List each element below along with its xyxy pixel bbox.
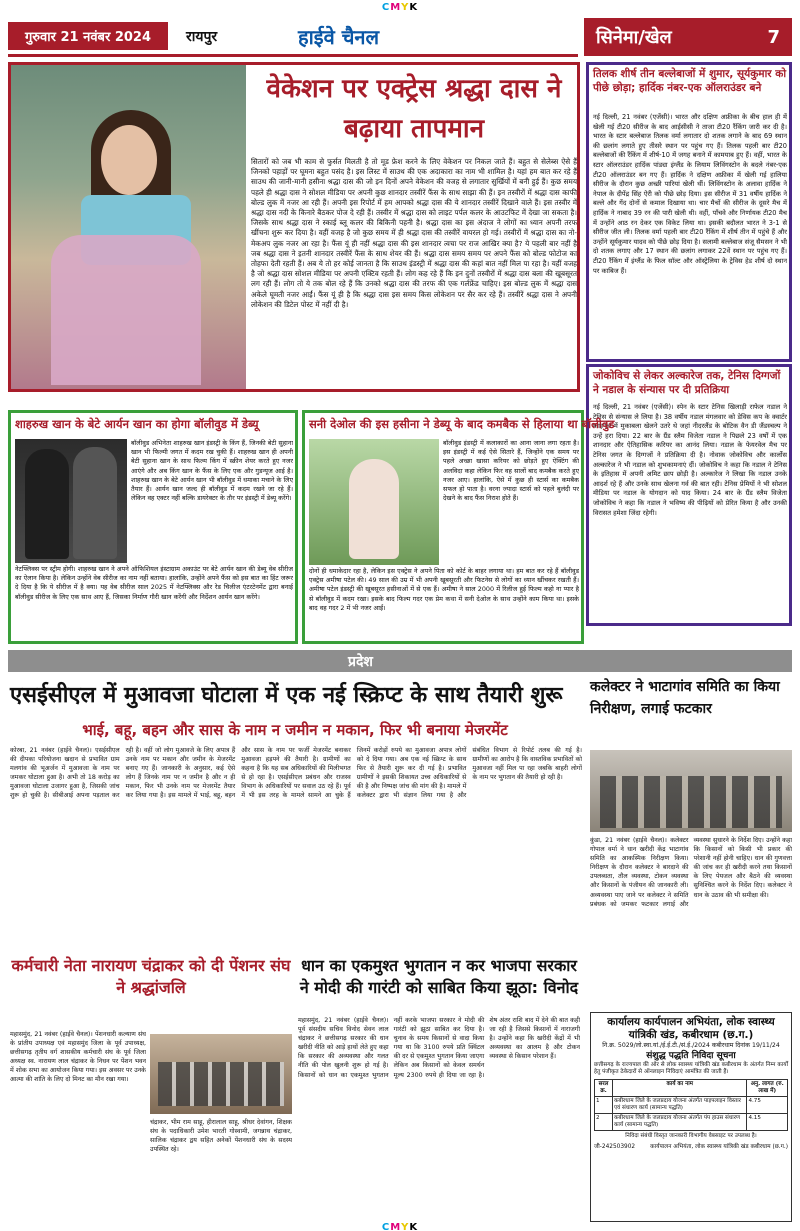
- masthead-rule: [8, 54, 578, 57]
- cricket-story: [586, 62, 792, 362]
- tender-notice: [590, 1012, 792, 1222]
- tender-cell: 2: [595, 1113, 613, 1130]
- cmyk-k: K: [409, 2, 419, 13]
- tender-cell: 4.15: [747, 1113, 788, 1130]
- tender-table: [594, 1079, 788, 1131]
- photo-group: [158, 1062, 284, 1106]
- tender-row: [595, 1113, 788, 1130]
- cmyk-m: M: [390, 2, 402, 13]
- aryan-khan-story: [8, 410, 298, 644]
- tender-intro: छत्तीसगढ़ के राज्यपाल की ओर से लोक स्वास्थ्य यांत्रिकी खंड कबीरधाम के अंतर्गत निम्न कार्यों हेतु पंजीकृत ठेकेदारों से ऑनलाइन निविदाएं आमंत्रित की जाती हैं।: [594, 1062, 788, 1076]
- collector-body: कुंडा, 21 नवंबर (हाईवे चैनल)। कलेक्टर गोपाल वर्मा ने धान खरीदी केंद्र भाटागांव समिति का आकस्मिक निरीक्षण किया। निरीक्षण के दौरान कलेक्टर ने बारदाने की उपलब्धता, तौल व्यवस्था, टोकन व्यवस्था और किसानों के पंजीयन की जानकारी ली। अव्यवस्था पाए जाने पर कलेक्टर ने समिति प्रबंधक को जमकर फटकार लगाई और व्यवस्था सुधारने के निर्देश दिए। उन्होंने कहा कि किसानों को किसी भी प्रकार की परेशानी नहीं होनी चाहिए। धान की गुणवत्ता की जांच कर ही खरीदी करने तथा किसानों के लिए पेयजल और बैठने की व्यवस्था सुनिश्चित करने के निर्देश दिए। कलेक्टर ने धान के उठाव की भी समीक्षा की।: [590, 837, 792, 908]
- cricket-body: नई दिल्ली, 21 नवंबर (एजेंसी)। भारत और दक्षिण अफ्रीका के बीच हाल ही में खेली गई टी20 सीरीज के बाद आईसीसी ने ताजा टी20 रैंकिंग जारी कर दी है। भारत के स्टार बल्लेबाज तिलक वर्मा लगातार दो शतक लगाने के बाद 69 स्थान की छलांग लगाते हुए तीसरे स्थान पर पहुंच गए हैं। तिलक पहली बार टी20 बल्लेबाजों की रैंकिंग में शीर्ष-10 में जगह बनाने में कामयाब हुए हैं। वहीं, भारत के स्टार ऑलराउंडर हार्दिक पांड्या इंग्लैंड के लियाम लिविंगस्टोन के बदले नंबर-एक टी20 ऑलराउंडर बन गए हैं। हार्दिक ने दक्षिण अफ्रीका में खेली गई हालिया सीरीज के दौरान कुछ अच्छी पारियां खेली थीं। लिविंगस्टोन के अलावा हार्दिक ने नेपाल के दीपेंद्र सिंह ऐरी को पीछे छोड़ दिया। इस सीरीज में 31 वर्षीय हार्दिक ने बल्ले और गेंद दोनों से कमाल दिखाया था। चार मैचों की सीरीज के दूसरे मैच में हार्दिक ने नाबाद 39 रन की पारी खेली थी। वहीं, पाँचवे और निर्णायक टी20 मैच में उन्होंने आठ रन देकर एक विकेट लिया था। इसकी बदौलत भारत ने 3-1 से सीरीज जीत ली। तिलक वर्मा पहली बार टी20 रैंकिंग में शीर्ष तीन में पहुंचे हैं और उन्होंने सूर्यकुमार यादव को पीछे छोड़ दिया है। सलामी बल्लेबाज संजू सैमसन ने भी दो शतक लगाए और 17 स्थान की छलांग लगाकर 22वें स्थान पर पहुंच गए हैं। टी20 रैंकिंग में इंग्लैंड के फिल सॉल्ट और ऑस्ट्रेलिया के ट्रेविस हेड शीर्ष दो स्थान पर काबिज हैं।: [593, 113, 787, 275]
- tender-cell: कबीरधाम जिले के जलप्रदाय योजना अंतर्गत पंप हाउस संधारण कार्य (सामान्य पद्धति): [613, 1113, 747, 1130]
- ameesha-story: [302, 410, 615, 644]
- tender-signature: कार्यपालन अभियंता, लोक स्वास्थ्य यांत्रिकी खंड कबीरधाम (छ.ग.): [650, 1143, 788, 1150]
- cmyk-y: Y: [401, 1222, 410, 1231]
- tender-office: कार्यालय कार्यपालन अभियंता, लोक स्वास्थ्य यांत्रिकी खंड, कबीरधाम (छ.ग.): [607, 1016, 775, 1041]
- paddy-body: महासमुंद, 21 नवंबर (हाईवे चैनल)। पूर्व संसदीय सचिव विनोद सेवन लाल चंद्राकर ने छत्तीसगढ़ सरकार की धान खरीदी नीति को आड़े हाथों लेते हुए कहा कि सरकार की अव्यवस्था और गलत नीति की पोल खुलनी शुरू हो गई है। किसानों को धान का एकमुश्त भुगतान नहीं करके भाजपा सरकार ने मोदी की गारंटी को झूठा साबित कर दिया है। चुनाव के समय किसानों से वादा किया गया था कि 3100 रुपये प्रति क्विंटल की दर से एकमुश्त भुगतान किया जाएगा लेकिन अब किसानों को केवल समर्थन मूल्य 2300 रुपये ही दिया जा रहा है। शेष अंतर राशि बाद में देने की बात कही जा रही है जिससे किसानों में नाराजगी है। उन्होंने कहा कि खरीदी केंद्रों में भी अव्यवस्था का आलम है और टोकन व्यवस्था से किसान परेशान हैं।: [298, 1017, 580, 1079]
- tender-col: अनु. लागत (रु. लाख में): [747, 1079, 788, 1096]
- cmyk-c: C: [381, 2, 391, 13]
- photo-person-2: [73, 447, 117, 559]
- photo-shape-face: [101, 125, 157, 195]
- section-header: [584, 18, 792, 56]
- ameesha-body-b: दोनों ही धमाकेदार रहा है, लेकिन इस एक्ट्रेस ने अपने पिता को कोर्ट के बाहर लगाया था। हम बात कर रहे हैं बॉलीवुड एक्ट्रेस अमीषा पटेल की। 49 साल की उम्र में भी अपनी खूबसूरती और फिटनेस से लोगों का ध्यान खींचकर रखती हैं। अमीषा पटेल इंडस्ट्री की खूबसूरत हसीनाओं में से एक हैं। अमीषा ने साल 2000 में रिलीज हुई फिल्म कहो ना प्यार है से बॉलीवुड में कदम रखा। इसके बाद फिल्म गदर एक प्रेम कथा में सनी देओल के साथ उन्होंने काम किया था। इसके बाद वह गदर 2 में भी नजर आईं।: [309, 567, 579, 612]
- tender-footer: [594, 1142, 788, 1150]
- color-registration-marks-bottom: [0, 1222, 800, 1231]
- tennis-story: [586, 364, 792, 626]
- photo-person: [349, 459, 399, 559]
- page-number: 7: [767, 26, 780, 48]
- tender-col: सरल क्र.: [595, 1079, 613, 1096]
- edition-city: रायपुर: [186, 28, 218, 45]
- paddy-headline: धान का एकमुश्त भुगतान न कर भाजपा सरकार ने मोदी की गारंटी को साबित किया झूठा: विनोद: [299, 956, 579, 997]
- pensioner-headline: कर्मचारी नेता नारायण चंद्राकर को दी पेंशनर संघ ने श्रद्धांजलि: [11, 956, 291, 997]
- ameesha-headline: सनी देओल की इस हसीना ने डेब्यू के बाद कमबैक से हिलाया था बॉलीवुड: [309, 417, 615, 431]
- tender-cell: 1: [595, 1096, 613, 1113]
- tender-code: जी-242503902: [594, 1143, 636, 1150]
- pensioner-body-a: महासमुंद, 21 नवंबर (हाईवे चैनल)। पेंशनधारी कल्याण संघ के प्रांतीय उपाध्यक्ष एवं महासमुंद जिला के पूर्व उपाध्यक्ष, छत्तीसगढ़ तृतीय वर्ग शासकीय कर्मचारी संघ के पूर्व जिला अध्यक्ष स्व. नारायण लाल चंद्राकर के निधन पर पेंशन भवन में शोक सभा का आयोजन किया गया। इस अवसर पर उनके आत्मा की शांति के लिए दो मिनट का मौन रखा गया।: [10, 1031, 146, 1084]
- aryan-khan-body-b: नेटफ्लिक्स पर स्ट्रीम होगी। शाहरुख खान ने अपने ऑफिशियल इंस्टाग्राम अकाउंट पर बेटे आर्यन खान की डेब्यू वेब सीरीज का ऐलान किया है। लेकिन उन्होंने वेब सीरीज का नाम नहीं बताया। हालांकि, उन्होंने अपने फैंस को इस बात का हिंट जरूर दे दिया है कि ये सीरीज में है क्या। यह वेब सीरीज साल 2025 में नेटफ्लिक्स और रेड चिलीज एंटरटेनमेंट द्वारा बनाई बॉलीवुड सीरीज के लिए एक साथ आए हैं, जिसका निर्माण गौरी खान करेंगी और निर्देशन आर्यन खान करेंगे।: [15, 565, 293, 601]
- ameesha-photo: [309, 439, 439, 565]
- collector-photo: [590, 750, 792, 832]
- main-headline: एसईसीएल में मुआवजा घोटाला में एक नई स्क्रिप्ट के साथ तैयारी शुरू: [10, 683, 563, 708]
- cmyk-c: C: [381, 1222, 391, 1231]
- tender-cell: 4.75: [747, 1096, 788, 1113]
- cmyk-m: M: [390, 1222, 402, 1231]
- photo-person-1: [25, 449, 69, 559]
- masthead: [8, 14, 792, 58]
- color-registration-marks: [0, 2, 800, 13]
- tender-ref: नि.क्र. 5029/लो.स्वा.यां./ई.ई.टी./सं.ई./2024 कबीरधाम दिनांक 19/11/24: [602, 1042, 780, 1049]
- section-title: सिनेमा/खेल: [596, 27, 672, 48]
- section-band-label: प्रदेश: [348, 653, 373, 670]
- main-body: कोरबा, 21 नवंबर (हाईवे चैनल)। एसईसीएल की दीपका परियोजना खदान से प्रभावित ग्राम मलगांव की भूअर्जन में मुआवजा के नाम पर जमकर घोटाला हुआ है। अभी तो 18 करोड़ का मुआवजा घोटाला उजागर हुआ है, जिसकी जांच शुरू हो चुकी है। सीबीआई अपना पड़ताल कर रही है। वहीं जो लोग मुआवजे के लिए अपात्र हैं उनके नाम पर मकान और जमीन के मेजरमेंट बनाए गए हैं। जानकारी के अनुसार, कई ऐसे लोग हैं जिनके नाम पर न जमीन है और न ही मकान, फिर भी उनके नाम पर मेजरमेंट तैयार कर लिया गया है। इस मामले में भाई, बहू, बहन और सास के नाम पर फर्जी मेजरमेंट बनाकर मुआवजा हड़पने की तैयारी है। ग्रामीणों का कहना है कि यह सब अधिकारियों की मिलीभगत से हो रहा है। एसईसीएल प्रबंधन और राजस्व विभाग के अधिकारियों पर सवाल उठ रहे हैं। पूर्व में भी इस तरह के मामले सामने आ चुके हैं जिनमें करोड़ों रुपये का मुआवजा अपात्र लोगों को दे दिया गया। अब एक नई स्क्रिप्ट के साथ फिर से तैयारी शुरू कर दी गई है। प्रभावित ग्रामीणों ने इसकी शिकायत उच्च अधिकारियों से की है और निष्पक्ष जांच की मांग की है। मामले में कलेक्टर द्वारा भी संज्ञान लिया गया है और संबंधित विभाग से रिपोर्ट तलब की गई है। ग्रामीणों का आरोप है कि वास्तविक प्रभावितों को मुआवजा नहीं मिल पा रहा जबकि बाहरी लोगों के नाम पर भुगतान की तैयारी हो रही है।: [10, 747, 582, 800]
- pensioner-photo: [150, 1034, 292, 1114]
- aryan-khan-headline: शाहरुख खान के बेटे आर्यन खान का होगा बॉलीवुड में डेब्यू: [15, 417, 259, 431]
- collector-headline: कलेक्टर ने भाटागांव समिति का किया निरीक्षण, लगाई फटकार: [590, 679, 780, 717]
- issue-date: गुरुवार 21 नवंबर 2024: [8, 22, 168, 50]
- cricket-headline: तिलक शीर्ष तीन बल्लेबाजों में शुमार, सूर्यकुमार को पीछे छोड़ा; हार्दिक नंबर-एक ऑलराउंडर बने: [593, 68, 787, 94]
- tender-cell: कबीरधाम जिले के जलप्रदाय योजना अंतर्गत पाइपलाइन विस्तार एवं संधारण कार्य (सामान्य पद्धति): [613, 1096, 747, 1113]
- tender-footnote: निविदा संबंधी विस्तृत जानकारी विभागीय वेबसाइट पर उपलब्ध है।: [625, 1132, 757, 1139]
- tennis-body: नई दिल्ली, 21 नवंबर (एजेंसी)। स्पेन के स्टार टेनिस खिलाड़ी राफेल नडाल ने टेनिस से संन्यास ले लिया है। 38 वर्षीय नडाल मंगलवार को डेविस कप के क्वार्टर फाइनल में मुकाबला खेलने उतरे थे जहां नीदरलैंड के बोटिक वैन डी जैंडस्चल्प ने उन्हें हरा दिया। 22 बार के ग्रैंड स्लैम विजेता नडाल ने पिछले 23 वर्षों में एक शानदार और ऐतिहासिक करियर का आनंद लिया। नडाल के फेयरवेल मैच पर टेनिस जगत के दिग्गजों ने प्रतिक्रिया दी है। नोवाक जोकोविच और कार्लोस अल्कारेज ने भी नडाल को शुभकामनाएं दीं। जोकोविच ने कहा कि नडाल ने टेनिस के इतिहास में अपनी अमिट छाप छोड़ी है। अल्कारेज ने लिखा कि नडाल उनके आदर्श रहे हैं और उनके साथ खेलना गर्व की बात रही। टेनिस प्रेमियों ने भी सोशल मीडिया पर नडाल के योगदान को याद किया। 24 बार के ग्रैंड स्लैम विजेता जोकोविच ने कहा कि नडाल ने भविष्य की पीढ़ियों को प्रेरित किया है और उनकी विरासत हमेशा जिंदा रहेगी।: [593, 403, 787, 517]
- cmyk-y: Y: [401, 2, 410, 13]
- aryan-khan-body-a: बॉलीवुड अभिनेता शाहरुख खान इंडस्ट्री के किंग हैं, जिनकी बेटी सुहाना खान भी फिल्मी जगत में कदम रख चुकी हैं। शाहरुख खान ही अपनी बेटी सुहाना खान के साथ फिल्म किंग में स्क्रीन शेयर करते हुए नजर आएंगे और अब किंग खान के फैंस के लिए एक और गुडन्यूज आई है। शाहरुख खान के बेटे आर्यन खान भी बॉलीवुड में धमाका मचाने के लिए तैयार हैं। आर्यन खान जल्द ही बॉलीवुड में कदम रखने जा रहे हैं। लेकिन वह एक्टर नहीं बल्कि डायरेक्टर के तौर पर इंडस्ट्री में डेब्यू करेंगे।: [131, 439, 293, 503]
- tender-row: [595, 1096, 788, 1113]
- aryan-khan-photo: [15, 439, 127, 563]
- photo-group: [600, 776, 782, 828]
- main-subheadline: भाई, बहू, बहन और सास के नाम न जमीन न मकान, फिर भी बनाया मेजरमेंट: [82, 721, 508, 739]
- tender-col: कार्य का नाम: [613, 1079, 747, 1096]
- cmyk-k: K: [409, 1222, 419, 1231]
- feature-headline: वेकेशन पर एक्ट्रेस श्रद्धा दास ने बढ़ाया तापमान: [266, 74, 562, 144]
- feature-story: [8, 62, 580, 392]
- newspaper-logo: हाईवे चैनल: [298, 24, 380, 49]
- photo-shape-jacket: [51, 235, 201, 385]
- feature-photo: [11, 65, 246, 389]
- section-band: [8, 650, 792, 672]
- pensioner-body-b: चंद्राकर, भीम राम साहू, हीरालाल साहू, श्रीधर देवांगन, शिक्षक संघ के पदाधिकारी उमेश भारती गोस्वामी, जगन्नाथ चंद्राकर, सालिक चंद्राकर द्वय सहित अनेकों पेंशनधारी संघ के सदस्य उपस्थित रहे।: [150, 1119, 292, 1154]
- feature-body: सितारों को जब भी काम से फुर्सत मिलती है तो मूड फ्रेश करने के लिए वेकेशन पर निकल जाते हैं। बहुत से सेलेब्स ऐसे हैं जिनको पहाड़ों पर घूमना बहुत पसंद है। इस लिस्ट में साउथ की एक अदाकारा का नाम भी शामिल है। यहां हम बात कर रहे हैं साउथ की जानी-मानी हसीना श्रद्धा दास की जो इन दिनों अपने वेकेशन की वजह से लगातार सुर्खियों में बनी हुई हैं। कुछ समय पहले ही श्रद्धा दास ने सोशल मीडिया पर अपनी कुछ शानदार तस्वीरें फैंस के साथ साझा की हैं। इन तस्वीरों में श्रद्धा दास काफी बोल्ड लुक में नजर आ रही हैं। अपनी इस रिपोर्ट में हम आपको श्रद्धा दास की ये शानदार तस्वीरें दिखाने वाले हैं। इस तस्वीर में श्रद्धा दास नदी के किनारे बैठकर पोज दे रही हैं। तस्वीर में श्रद्धा दास को लाइट पर्पल कलर के आउटफिट में देखा जा सकता है। जिसके साथ श्रद्धा दास ने स्काई ब्लू कलर की बिकिनी पहनी है। श्रद्धा दास का इस अंदाज ने लोगों का ध्यान अपनी तरफ खींचना शुरू कर दिया है। वहीं वजह है जो कुछ समय में ही श्रद्धा दास की तस्वीरें वायरल हो गई। तस्वीरों में श्रद्धा दास का नो-मेकअप लुक नजर आ रहा है। फैंस यूं ही नहीं श्रद्धा दास की इस शानदार त्वचा पर राज आखिर क्या है? ये पहली बार नहीं है जब श्रद्धा दास ने इतनी शानदार तस्वीरें फैंस के साथ शेयर की हैं। श्रद्धा दास समय समय पर अपने फैंस को बोल्ड फोटोज का तोहफा देती रहती हैं। अब ये तो हर कोई जानता है कि साउथ इंडस्ट्री में श्रद्धा दास की कहां बात नहीं मिल पा रहा है। यहीं वजह है जो श्रद्धा दास सोशल मीडिया पर अपनी एक्टिव रहती हैं। लोग कह रहे हैं कि इन दुनों तस्वीरों में श्रद्धा दास बला की खूबसूरत लग रही हैं। लोग तो ये तक बोल रहे हैं कि उनको श्रद्धा दास की तरफ की एक गर्लफ्रेंड चाहिए। इस बोल्ड लुक में श्रद्धा दास अकेले घूमती नजर आईं। फैंस यूं ही है कि श्रद्धा दास इस समय किस लोकेशन पर सैर कर रहे हैं। तस्वीरें श्रद्धा दास ने अपनी लोकेशन की डिटेल पोस्ट में नहीं दी है।: [251, 157, 577, 309]
- ameesha-body-a: बॉलीवुड इंडस्ट्री में कलाकारों का आना जाना लगा रहता है। इस इंडस्ट्री में कई ऐसे सितारे हैं, जिन्होंने एक समय पर पहले अच्छा खासा करियर को छोड़ते हुए ऐक्टिंग की अलविदा कहा लेकिन फिर वह सालों बाद कमबैक करते हुए नजर आए। हालांकि, ऐसे में कुछ ही स्टार्स का कमबैक सफल हो पाता है। वरना ज्यादा स्टार्स को पहले बुलंदी पर देखने के बाद फैंस निराश होते हैं।: [443, 439, 579, 503]
- tender-table-header: [595, 1079, 788, 1096]
- tender-title: संशुद्ध पद्धति निविदा सूचना: [646, 1051, 736, 1061]
- tennis-headline: जोकोविच से लेकर अल्कारेज तक, टेनिस दिग्गजों ने नडाल के संन्यास पर दी प्रतिक्रिया: [593, 370, 781, 396]
